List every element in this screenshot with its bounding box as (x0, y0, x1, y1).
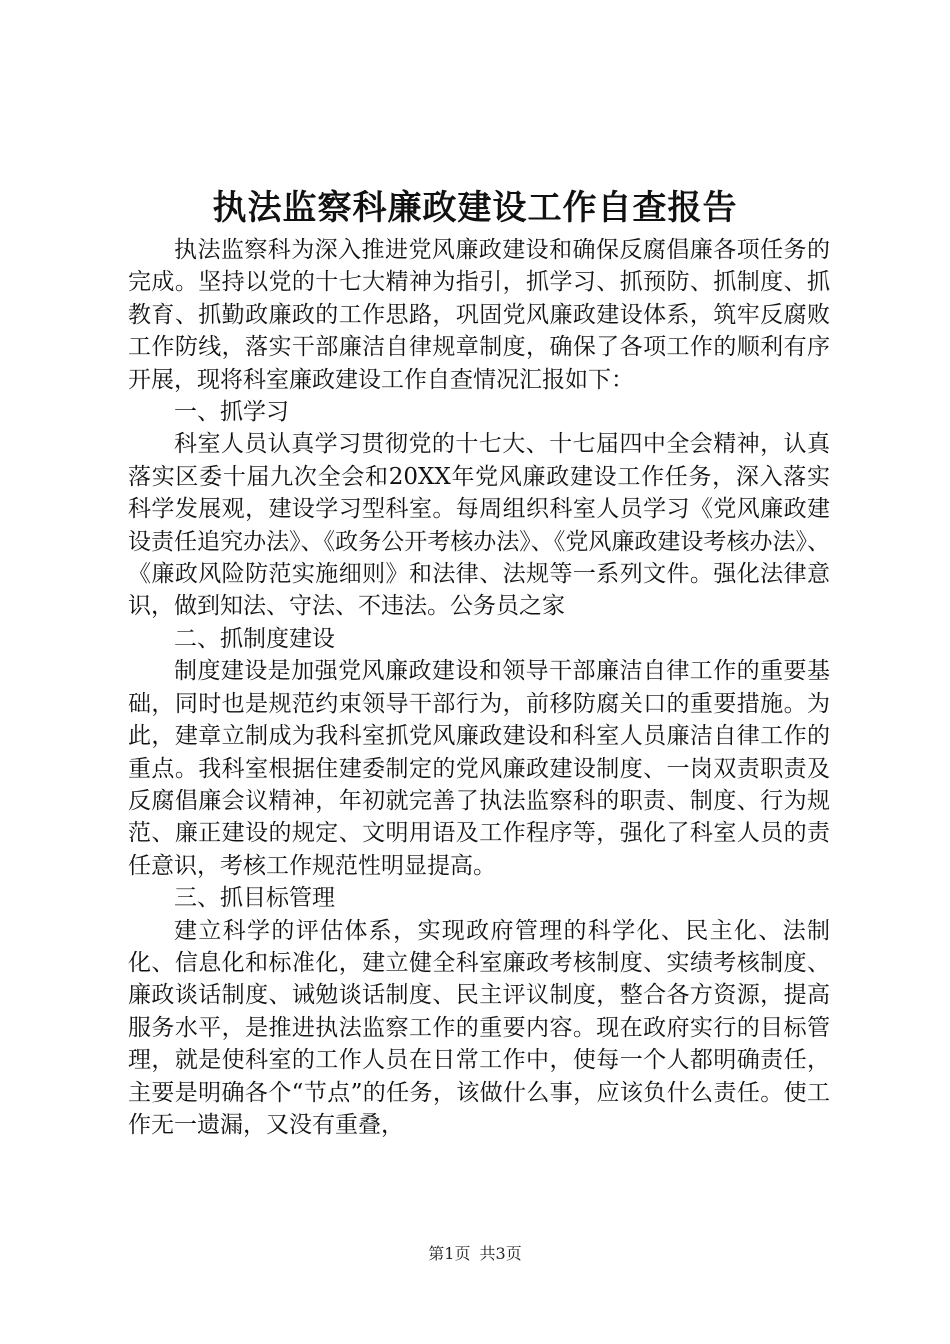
page-footer (0, 1243, 950, 1265)
section-heading-target: 三、抓目标管理 (174, 885, 335, 912)
section-paragraph-study: 科室人员认真学习贯彻党的十七大、十七届四中全会精神，认真落实区委十届九次全会和20XX年党风廉政建设工作任务，深入落实科学发展观，建设学习型科室。每周组织科室人员学习《党风廉政建设责任追究办法》、《政务公开考核办法》、《党风廉政建设考核办法》、《廉政风险防范实施细则》和法律、法规等一系列文件。强化法律意识，做到知法、守法、不违法。公务员之家 (128, 431, 830, 620)
section-heading-study: 一、抓学习 (174, 399, 289, 426)
section-paragraph-target: 建立科学的评估体系，实现政府管理的科学化、民主化、法制化、信息化和标准化，建立健全科室廉政考核制度、实绩考核制度、廉政谈话制度、诫勉谈话制度、民主评议制度，整合各方资源，提高服务水平，是推进执法监察工作的重要内容。现在政府实行的目标管理，就是使科室的工作人员在日常工作中，使每一个人都明确责任，主要是明确各个“节点”的任务，该做什么事，应该负什么责任。使工作无一遗漏，又没有重叠， (128, 917, 830, 1138)
intro-paragraph: 执法监察科为深入推进党风廉政建设和确保反腐倡廉各项任务的完成。坚持以党的十七大精神为指引，抓学习、抓预防、抓制度、抓教育、抓勤政廉政的工作思路，巩固党风廉政建设体系，筑牢反腐败工作防线，落实干部廉洁自律规章制度，确保了各项工作的顺利有序开展，现将科室廉政建设工作自查情况汇报如下： (128, 237, 830, 393)
section-paragraph-system: 制度建设是加强党风廉政建设和领导干部廉洁自律工作的重要基础，同时也是规范约束领导干部行为，前移防腐关口的重要措施。为此，建章立制成为我科室抓党风廉政建设和科室人员廉洁自律工作的重点。我科室根据住建委制定的党风廉政建设制度、一岗双责职责及反腐倡廉会议精神，年初就完善了执法监察科的职责、制度、行为规范、廉正建设的规定、文明用语及工作程序等，强化了科室人员的责任意识，考核工作规范性明显提高。 (128, 658, 830, 879)
section-heading-system: 二、抓制度建设 (174, 625, 335, 652)
document-body (128, 234, 830, 1141)
document-title: 执法监察科廉政建设工作自查报告 (212, 188, 738, 228)
page-total: 共3页 (479, 1244, 522, 1263)
page-number: 第1页 (428, 1244, 471, 1263)
